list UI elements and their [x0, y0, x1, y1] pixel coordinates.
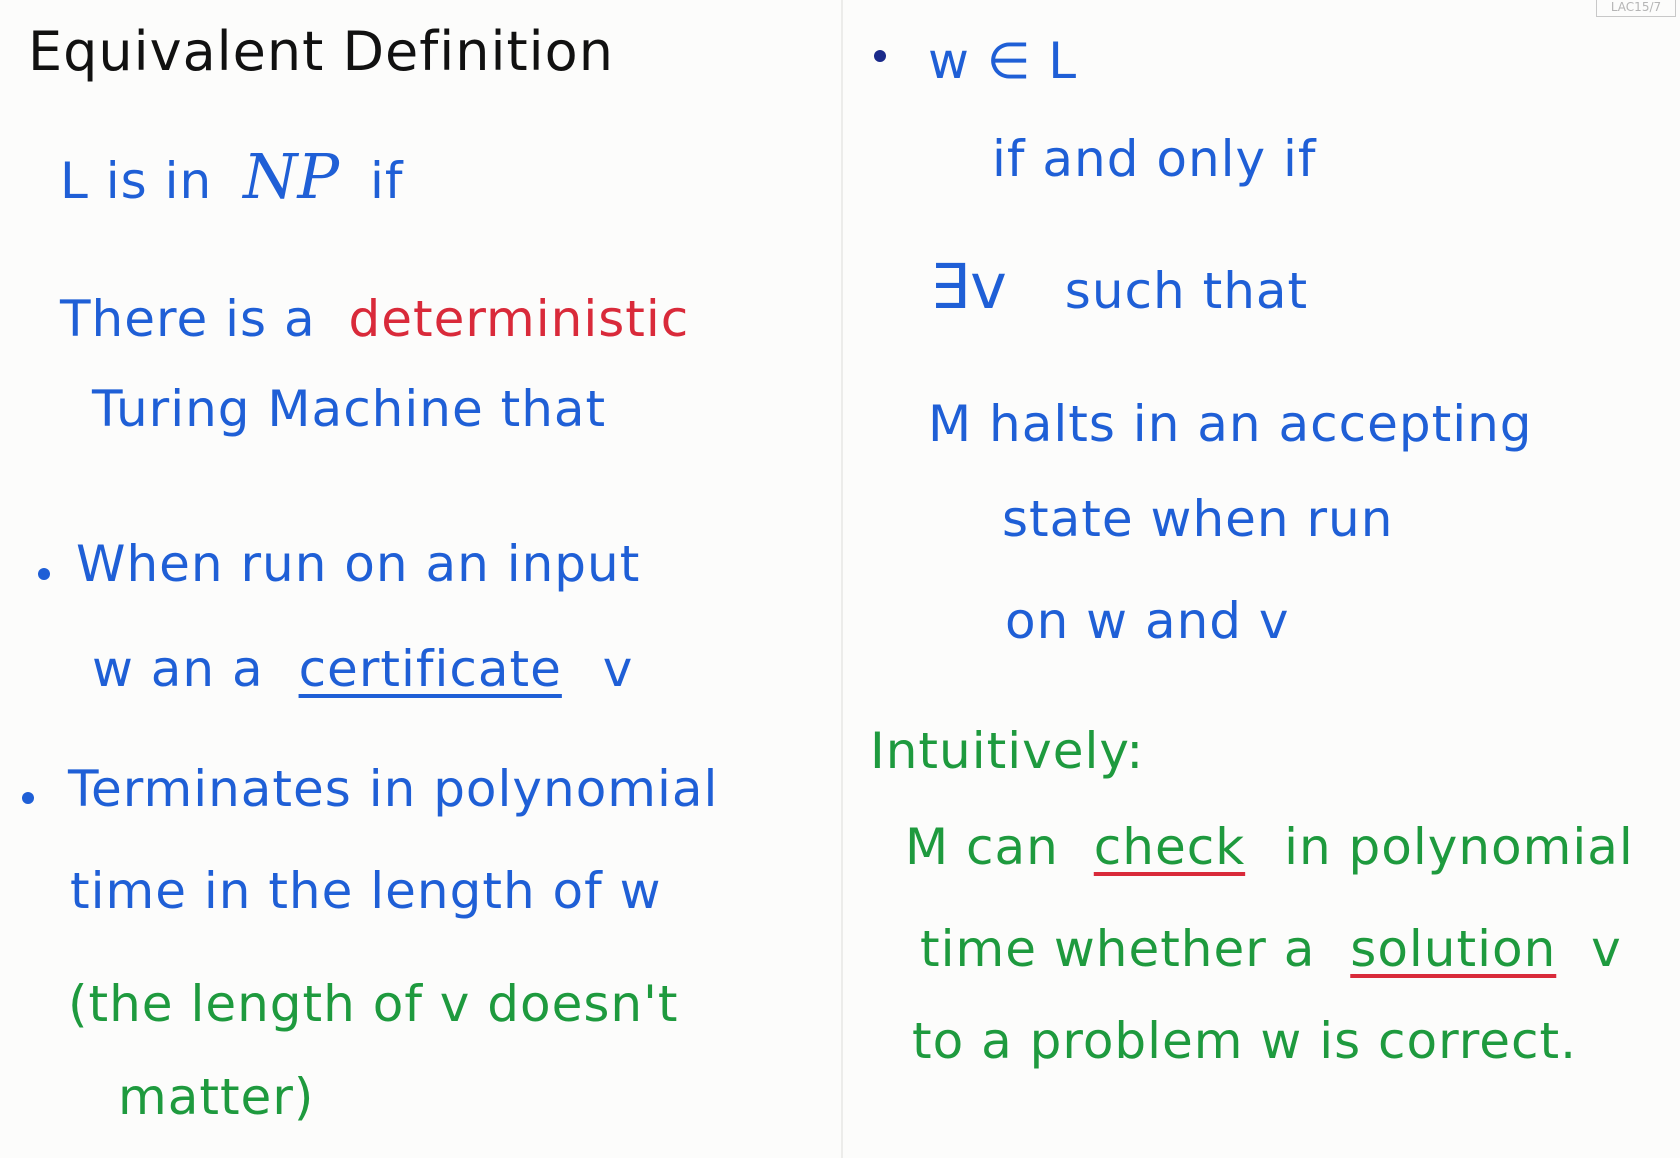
corner-label: LAC15/7 — [1596, 0, 1676, 17]
np-definition-suffix: if — [369, 152, 404, 210]
bullet-dot — [874, 50, 886, 62]
turing-machine-line: Turing Machine that — [92, 380, 607, 438]
card-fold-divider — [841, 0, 843, 1158]
iff-line: if and only if — [992, 130, 1317, 188]
bullet-terminates-line: Terminates in polynomial — [68, 760, 719, 818]
note-line-2: matter) — [118, 1068, 315, 1126]
halts-line: M halts in an accepting — [928, 395, 1533, 453]
exists-certificate-symbol: ∃v — [930, 250, 1008, 323]
card-title: Equivalent Definition — [28, 20, 614, 83]
certificate-prefix: w an a — [92, 640, 264, 698]
inputs-line: on w and v — [1005, 592, 1290, 650]
np-definition-prefix: L is in — [60, 152, 213, 210]
exists-line — [930, 250, 1308, 323]
membership-line: w ∈ L — [928, 32, 1078, 90]
solution-variable: v — [1591, 920, 1622, 978]
solution-prefix: time whether a — [920, 920, 1316, 978]
bullet-input-line: When run on an input — [76, 535, 641, 593]
np-definition-line — [60, 140, 403, 213]
certificate-word: certificate — [298, 640, 562, 698]
problem-line: to a problem w is correct. — [912, 1012, 1577, 1070]
deterministic-line — [60, 290, 689, 348]
deterministic-word: deterministic — [348, 290, 690, 348]
certificate-variable: v — [602, 640, 634, 698]
polynomial-time-line: time in the length of w — [70, 862, 662, 920]
bullet-dot — [38, 568, 50, 580]
check-prefix: M can — [905, 818, 1059, 876]
deterministic-prefix: There is a — [60, 290, 316, 348]
solution-line — [920, 920, 1622, 978]
check-suffix: in polynomial — [1284, 818, 1634, 876]
such-that-text: such that — [1064, 262, 1309, 320]
certificate-line — [92, 640, 633, 698]
check-word: check — [1093, 818, 1246, 876]
np-class-symbol: NP — [243, 140, 340, 213]
state-line: state when run — [1002, 490, 1394, 548]
intuition-heading: Intuitively: — [870, 722, 1145, 780]
bullet-dot — [22, 792, 34, 804]
check-line — [905, 818, 1634, 876]
note-line-1: (the length of v doesn't — [68, 975, 679, 1033]
solution-word: solution — [1350, 920, 1557, 978]
